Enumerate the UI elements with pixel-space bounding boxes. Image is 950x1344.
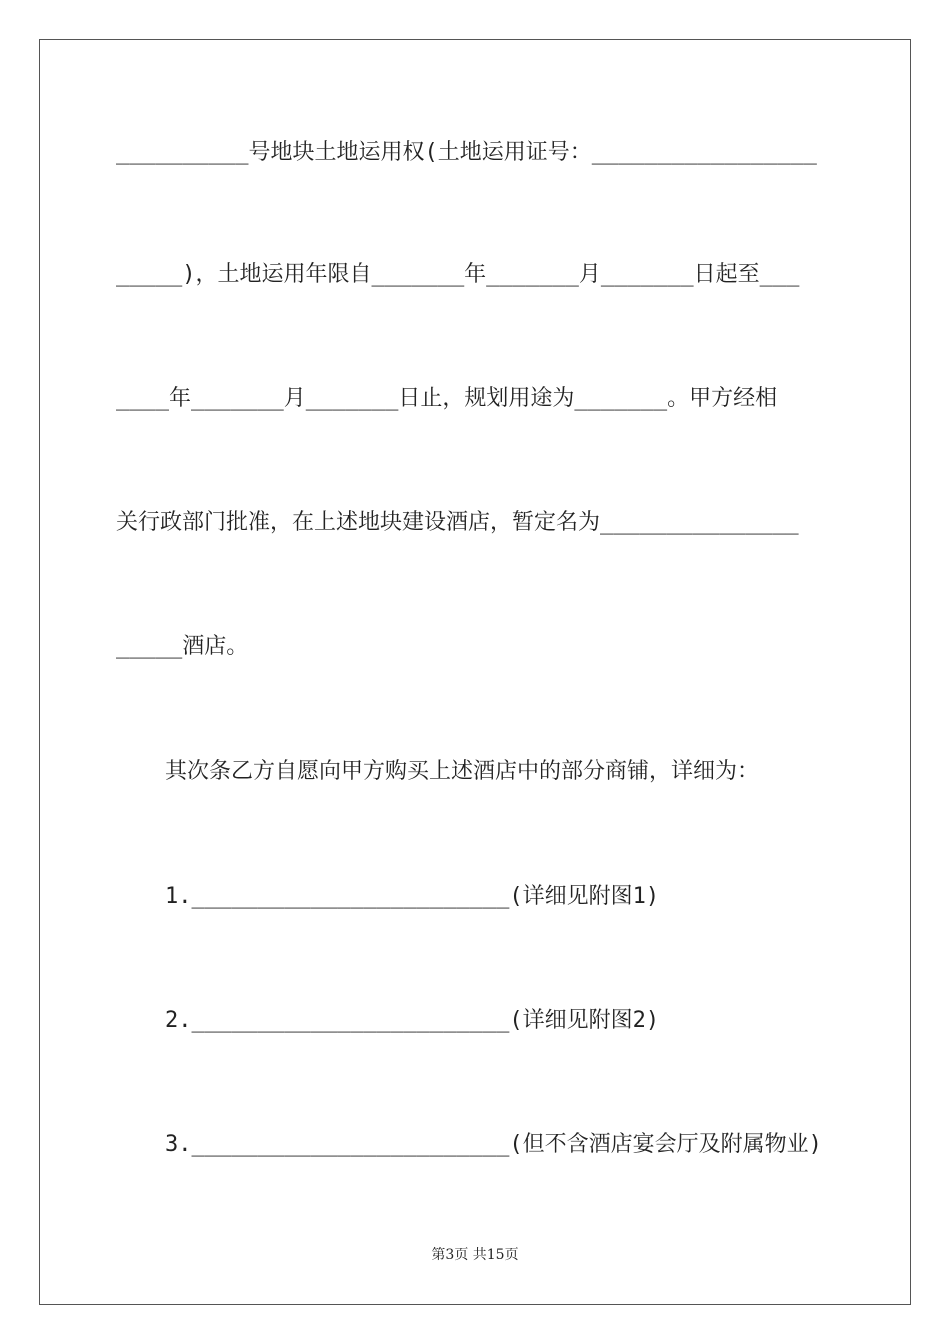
paragraph-line-1: __________号地块土地运用权(土地运用证号：_________________ <box>116 140 817 165</box>
paragraph-line-4: 关行政部门批准，在上述地块建设酒店，暂定名为_______________ <box>116 510 799 535</box>
clause-two-line: 其次条乙方自愿向甲方购买上述酒店中的部分商铺，详细为： <box>165 759 760 784</box>
paragraph-line-5: _____酒店。 <box>116 634 249 659</box>
list-item-3: 3.________________________(但不含酒店宴会厅及附属物业) <box>165 1132 822 1157</box>
paragraph-line-2: _____)，土地运用年限自_______年_______月_______日起至___ <box>116 262 800 287</box>
list-item-2: 2.________________________(详细见附图2) <box>165 1008 660 1033</box>
paragraph-line-3: ____年_______月_______日止，规划用途为_______。甲方经相 <box>116 386 778 411</box>
page-footer: 第3页 共15页 <box>431 1247 519 1263</box>
list-item-1: 1.________________________(详细见附图1) <box>165 884 660 909</box>
page-border <box>39 39 911 1305</box>
